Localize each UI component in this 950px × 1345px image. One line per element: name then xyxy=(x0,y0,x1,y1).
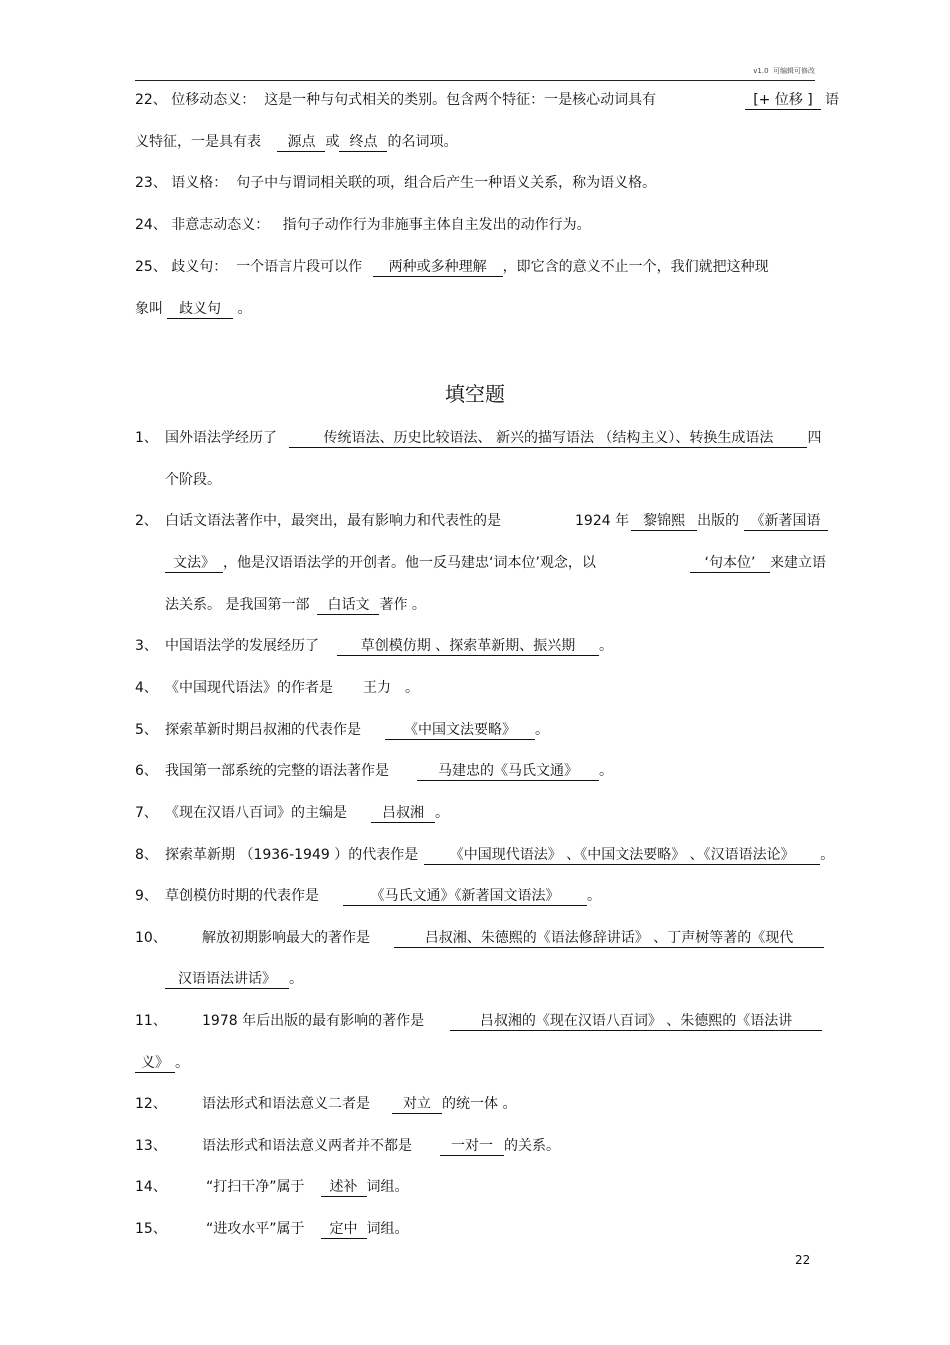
question-13 xyxy=(202,1136,560,1156)
header-note: 可编辑可修改 xyxy=(773,67,815,75)
question-text: “打扫干净”属于 xyxy=(206,1179,305,1195)
question-5 xyxy=(165,720,549,740)
answer-blank: 定中 xyxy=(321,1220,367,1239)
question-6 xyxy=(165,761,613,781)
page-header xyxy=(135,66,815,76)
answer-blank: 传统语法、历史比较语法、 新兴的描写语法 （结构主义）、转换生成语法 xyxy=(289,429,807,448)
question-number: 10、 xyxy=(135,930,167,946)
answer-text: 王力 xyxy=(363,680,391,696)
answer-blank: 白话文 xyxy=(317,596,379,615)
section-title: 填空题 xyxy=(445,382,505,406)
def-term: 非意志动态义： xyxy=(171,217,270,233)
answer-blank: 歧义句 xyxy=(167,300,233,319)
question-text: 的关系。 xyxy=(504,1138,560,1154)
answer-blank: 文法》 xyxy=(165,554,223,573)
answer-blank: 汉语语法讲话》 xyxy=(165,970,289,989)
question-text: 探索革新时期吕叔湘的代表作是 xyxy=(165,722,361,738)
answer-blank: 吕叔湘的《现在汉语八百词》 、朱德熙的《语法讲 xyxy=(450,1012,822,1031)
question-number: 1、 xyxy=(135,430,158,446)
def-text: ，即它含的意义不止一个，我们就把这种现 xyxy=(502,259,769,275)
answer-blank: ‘句本位’ xyxy=(690,554,770,573)
answer-blank: 两种或多种理解 xyxy=(373,258,503,277)
page-number: 22 xyxy=(795,1253,811,1267)
question-number: 5、 xyxy=(135,722,158,738)
def-25-line1 xyxy=(135,257,769,277)
question-text: 中国语法学的发展经历了 xyxy=(165,638,319,654)
answer-blank: 源点 xyxy=(277,133,325,152)
question-text: 。 xyxy=(820,847,835,863)
def-22-line2 xyxy=(135,132,457,152)
question-text: 的统一体 。 xyxy=(442,1096,517,1112)
question-10-line1 xyxy=(202,928,824,948)
question-text: 。 xyxy=(405,680,419,696)
question-4 xyxy=(165,678,419,698)
def-number: 25、 xyxy=(135,259,167,275)
question-number: 3、 xyxy=(135,638,158,654)
question-number: 6、 xyxy=(135,763,158,779)
question-text: 。 xyxy=(175,1055,189,1071)
question-14 xyxy=(206,1177,409,1197)
question-text: 解放初期影响最大的著作是 xyxy=(202,930,370,946)
def-text: 象叫 xyxy=(135,301,163,317)
question-text: 1978 年后出版的最有影响的著作是 xyxy=(202,1013,425,1029)
question-text: 白话文语法著作中，最突出，最有影响力和代表性的是 xyxy=(165,513,501,529)
def-text: 句子中与谓词相关联的项，组合后产生一种语义关系，称为语义格。 xyxy=(236,175,657,191)
question-3 xyxy=(165,636,613,656)
question-number: 14、 xyxy=(135,1179,167,1195)
def-text: 一个语言片段可以作 xyxy=(236,259,363,275)
question-text: 词组。 xyxy=(366,1179,409,1195)
question-7 xyxy=(165,803,449,823)
def-text: 语 xyxy=(825,92,839,108)
question-number: 15、 xyxy=(135,1221,167,1237)
answer-blank: 黎锦熙 xyxy=(631,512,697,531)
question-text: 。 xyxy=(599,638,613,654)
question-text: 。 xyxy=(435,805,449,821)
question-text: 我国第一部系统的完整的语法著作是 xyxy=(165,763,389,779)
question-text: 语法形式和语法意义两者并不都是 xyxy=(202,1138,412,1154)
def-text: 或 xyxy=(325,134,340,150)
question-2-line1-end xyxy=(575,511,828,531)
question-text: “进攻水平”属于 xyxy=(206,1221,305,1237)
question-text: 四 xyxy=(807,430,822,446)
question-11-line2 xyxy=(135,1053,189,1073)
def-text: 的名词项。 xyxy=(387,134,458,150)
answer-blank: [+ 位移 ] xyxy=(745,91,821,110)
def-22-line1-end xyxy=(745,90,839,110)
question-text: 词组。 xyxy=(366,1221,409,1237)
question-2-line2-end xyxy=(690,553,826,573)
question-text: 出版的 xyxy=(697,513,740,529)
question-number: 8、 xyxy=(135,847,158,863)
answer-blank: 吕叔湘 xyxy=(371,804,435,823)
question-9 xyxy=(165,886,601,906)
question-text: 国外语法学经历了 xyxy=(165,430,277,446)
answer-blank: 《马氏文通》《新著国文语法》 xyxy=(343,887,587,906)
def-22-line1 xyxy=(135,90,656,110)
question-2-line3 xyxy=(165,595,426,615)
question-text: 探索革新期 （1936-1949 ）的代表作是 xyxy=(165,847,419,863)
question-text: 。 xyxy=(535,722,549,738)
def-25-line2 xyxy=(135,299,251,319)
header-rule xyxy=(135,80,815,81)
question-text: 草创模仿时期的代表作是 xyxy=(165,888,319,904)
question-text: 来建立语 xyxy=(770,555,826,571)
question-number: 13、 xyxy=(135,1138,167,1154)
def-number: 24、 xyxy=(135,217,167,233)
def-number: 23、 xyxy=(135,175,167,191)
question-12 xyxy=(202,1094,516,1114)
question-2-line1 xyxy=(165,511,501,531)
question-text: 著作 。 xyxy=(379,597,426,613)
answer-blank: 对立 xyxy=(392,1095,442,1114)
question-10-line2 xyxy=(165,969,303,989)
question-text: 。 xyxy=(587,888,601,904)
question-8 xyxy=(165,845,834,865)
def-text: 义特征，一是具有表 xyxy=(135,134,261,150)
question-number: 12、 xyxy=(135,1096,167,1112)
question-text: 语法形式和语法意义二者是 xyxy=(202,1096,370,1112)
def-term: 位移动态义： xyxy=(171,92,256,108)
def-term: 歧义句： xyxy=(171,259,228,275)
answer-blank: 终点 xyxy=(339,133,387,152)
question-number: 2、 xyxy=(135,513,158,529)
question-text: 《中国现代语法》的作者是 xyxy=(165,680,333,696)
question-number: 7、 xyxy=(135,805,158,821)
question-text: 法关系。 是我国第一部 xyxy=(165,597,310,613)
question-number: 9、 xyxy=(135,888,158,904)
question-text: 1924 年 xyxy=(575,513,630,529)
answer-blank: 义》 xyxy=(135,1054,175,1073)
answer-blank: 《中国现代语法》 、《中国文法要略》 、《汉语语法论》 xyxy=(424,846,820,865)
question-text: ，他是汉语语法学的开创者。他一反马建忠‘词本位’观念，以 xyxy=(223,555,596,571)
question-text: 。 xyxy=(289,971,303,987)
answer-blank: 述补 xyxy=(321,1178,367,1197)
answer-blank: 草创模仿期 、探索革新期、振兴期 xyxy=(337,637,599,656)
answer-blank: 吕叔湘、朱德熙的《语法修辞讲话》 、丁声树等著的《现代 xyxy=(394,929,824,948)
def-text: 。 xyxy=(237,301,252,317)
def-term: 语义格： xyxy=(171,175,228,191)
question-text: 。 xyxy=(599,763,613,779)
def-text: 这是一种与句式相关的类别。包含两个特征：一是核心动词具有 xyxy=(264,92,657,108)
question-number: 11、 xyxy=(135,1013,167,1029)
answer-blank: 《新著国语 xyxy=(744,512,828,531)
question-number: 4、 xyxy=(135,680,158,696)
question-1-line2: 个阶段。 xyxy=(165,472,221,488)
header-version: v1.0 xyxy=(753,67,769,75)
question-11-line1 xyxy=(202,1011,822,1031)
question-2-line2 xyxy=(165,553,596,573)
answer-blank: 《中国文法要略》 xyxy=(385,721,535,740)
answer-blank: 一对一 xyxy=(440,1137,504,1156)
question-1-line1 xyxy=(165,428,821,448)
def-24 xyxy=(135,215,591,235)
question-15 xyxy=(206,1219,409,1239)
def-number: 22、 xyxy=(135,92,167,108)
question-text: 《现在汉语八百词》的主编是 xyxy=(165,805,347,821)
def-text: 指句子动作行为非施事主体自主发出的动作行为。 xyxy=(282,217,591,233)
def-23 xyxy=(135,173,656,193)
answer-blank: 马建忠的《马氏文通》 xyxy=(417,762,599,781)
